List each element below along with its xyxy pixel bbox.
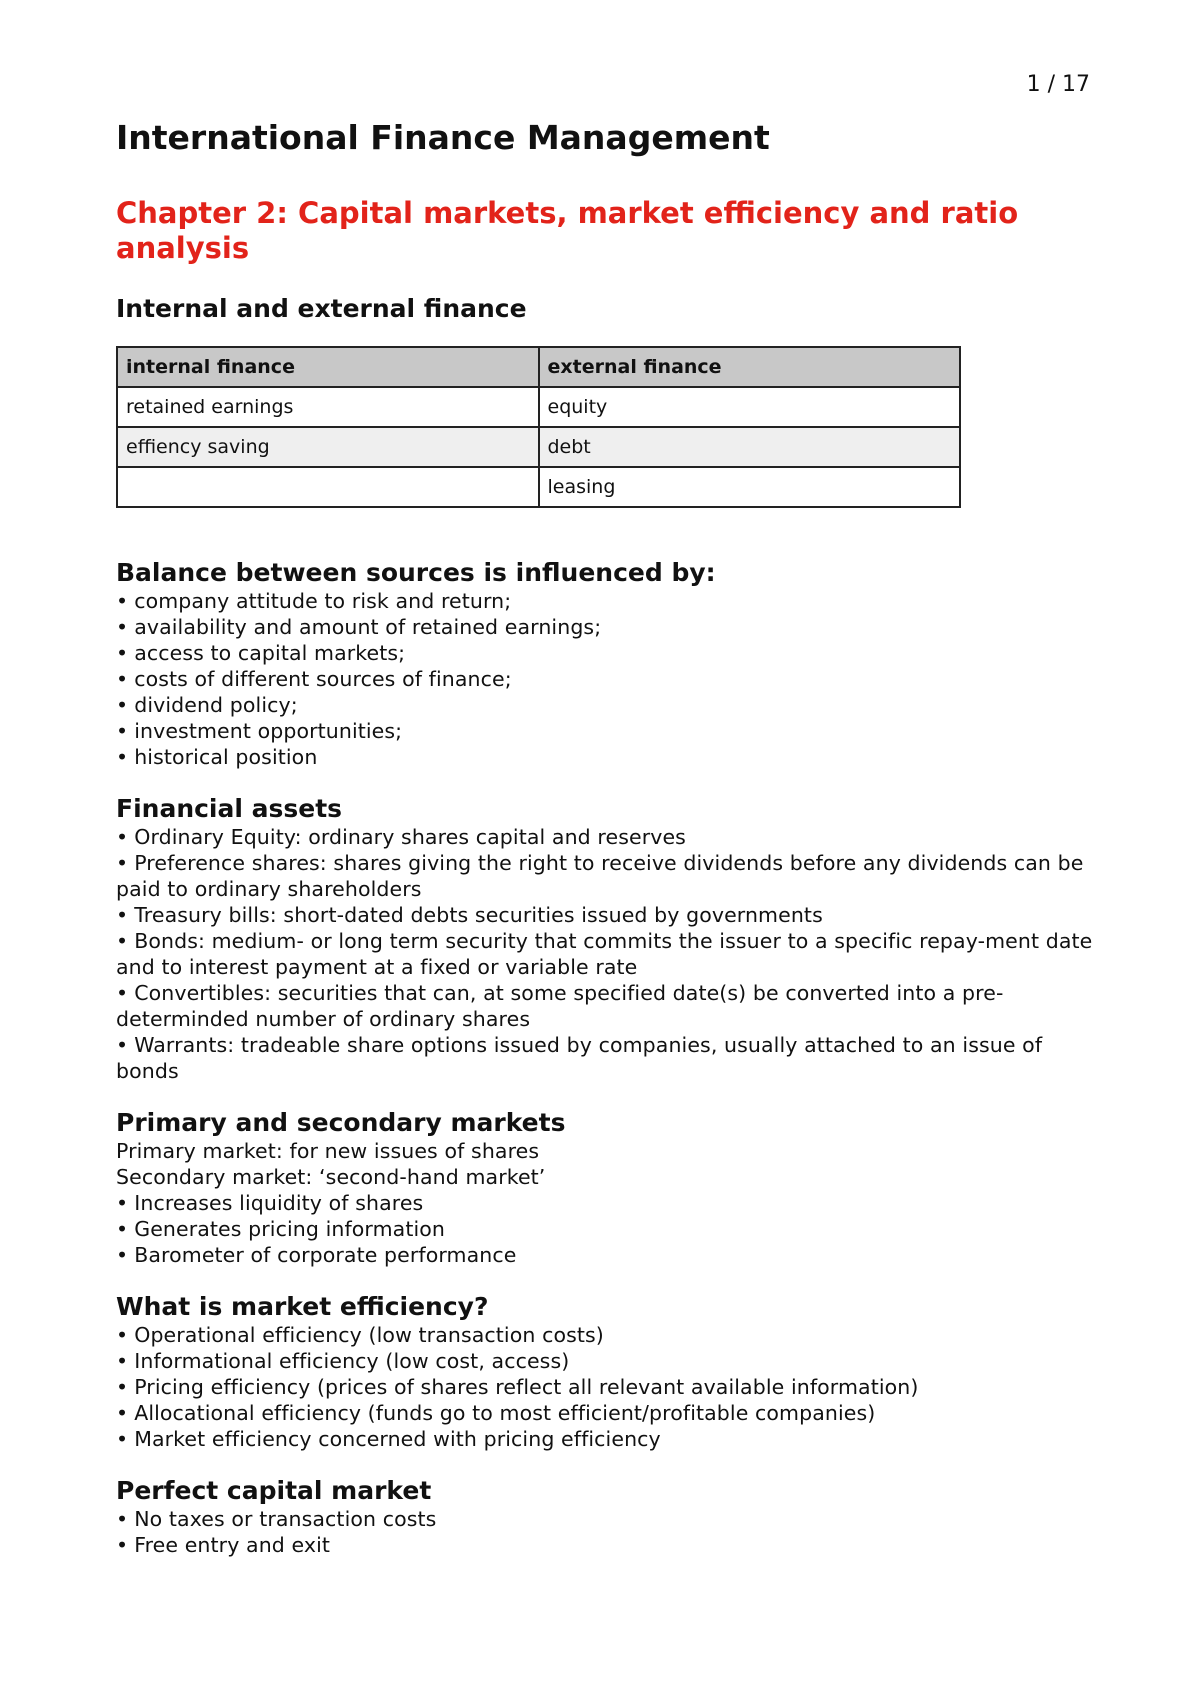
bullet-icon: • <box>116 903 129 927</box>
table-cell: retained earnings <box>117 387 539 427</box>
list-item <box>116 1374 1096 1400</box>
list-item <box>116 1242 1096 1268</box>
list-item <box>116 1532 1096 1558</box>
bullet-icon: • <box>116 1375 129 1399</box>
section-markets <box>116 1108 1096 1268</box>
list-item-text: Bonds: medium- or long term security that commits the issuer to a specific repay-ment date and to interest payment at a fixed or variable rate <box>116 929 1093 979</box>
list-item <box>116 666 1096 692</box>
list-item <box>116 1400 1096 1426</box>
bullet-icon: • <box>116 1533 129 1557</box>
markets-list <box>116 1190 1096 1268</box>
bullet-icon: • <box>116 1243 129 1267</box>
bullet-icon: • <box>116 667 129 691</box>
list-item-text: Free entry and exit <box>134 1533 331 1557</box>
list-item-text: availability and amount of retained earnings; <box>134 615 602 639</box>
table-cell: equity <box>539 387 961 427</box>
list-item <box>116 902 1096 928</box>
bullet-icon: • <box>116 1507 129 1531</box>
bullet-icon: • <box>116 851 129 875</box>
list-item-text: Operational efficiency (low transaction costs) <box>134 1323 604 1347</box>
section-heading-internal-external: Internal and external finance <box>116 294 527 323</box>
list-item-text: Treasury bills: short-dated debts securities issued by governments <box>134 903 823 927</box>
primary-market-line: Primary market: for new issues of shares <box>116 1139 540 1163</box>
list-item <box>116 1190 1096 1216</box>
bullet-icon: • <box>116 1191 129 1215</box>
bullet-icon: • <box>116 745 129 769</box>
list-item <box>116 980 1096 1032</box>
list-item-text: Barometer of corporate performance <box>134 1243 517 1267</box>
list-item-text: company attitude to risk and return; <box>134 589 512 613</box>
balance-list <box>116 588 1096 770</box>
list-item <box>116 850 1096 902</box>
list-item <box>116 1216 1096 1242</box>
list-item <box>116 1322 1096 1348</box>
list-item-text: Convertibles: securities that can, at some specified date(s) be converted into a pre-determinded number of ordinary shares <box>116 981 1004 1031</box>
list-item-text: Informational efficiency (low cost, access) <box>134 1349 570 1373</box>
bullet-icon: • <box>116 981 129 1005</box>
bullet-icon: • <box>116 641 129 665</box>
section-financial-assets <box>116 794 1096 1084</box>
section-heading-efficiency: What is market efficiency? <box>116 1292 489 1321</box>
list-item <box>116 1506 1096 1532</box>
bullet-icon: • <box>116 1427 129 1451</box>
list-item <box>116 928 1096 980</box>
table-cell: effiency saving <box>117 427 539 467</box>
list-item-text: Allocational efficiency (funds go to most efficient/profitable companies) <box>134 1401 876 1425</box>
bullet-icon: • <box>116 1217 129 1241</box>
secondary-market-line: Secondary market: ‘second-hand market’ <box>116 1165 546 1189</box>
bullet-icon: • <box>116 589 129 613</box>
section-heading-balance: Balance between sources is influenced by: <box>116 558 716 587</box>
document-content <box>116 118 1096 1558</box>
bullet-icon: • <box>116 1033 129 1057</box>
list-item <box>116 1426 1096 1452</box>
financial-assets-list <box>116 824 1096 1084</box>
bullet-icon: • <box>116 1349 129 1373</box>
table-cell: debt <box>539 427 961 467</box>
table-header-cell: internal finance <box>117 347 539 387</box>
chapter-heading: Chapter 2: Capital markets, market efficiency and ratio analysis <box>116 196 1019 265</box>
list-item-text: Market efficiency concerned with pricing efficiency <box>134 1427 661 1451</box>
table-row <box>117 387 960 427</box>
page-number: 1 / 17 <box>1026 72 1090 97</box>
bullet-icon: • <box>116 719 129 743</box>
list-item-text: Generates pricing information <box>134 1217 445 1241</box>
bullet-icon: • <box>116 1323 129 1347</box>
finance-table <box>116 346 961 508</box>
section-perfect-market <box>116 1476 1096 1558</box>
list-item <box>116 640 1096 666</box>
section-heading-markets: Primary and secondary markets <box>116 1108 566 1137</box>
list-item-text: Pricing efficiency (prices of shares reflect all relevant available information) <box>134 1375 919 1399</box>
list-item-text: No taxes or transaction costs <box>134 1507 437 1531</box>
document-title: International Finance Management <box>116 118 770 157</box>
list-item <box>116 744 1096 770</box>
list-item-text: dividend policy; <box>134 693 298 717</box>
list-item-text: investment opportunities; <box>134 719 403 743</box>
list-item <box>116 718 1096 744</box>
bullet-icon: • <box>116 693 129 717</box>
table-cell <box>117 467 539 507</box>
table-header-cell: external finance <box>539 347 961 387</box>
table-row <box>117 467 960 507</box>
list-item-text: costs of different sources of finance; <box>134 667 512 691</box>
list-item <box>116 692 1096 718</box>
section-efficiency <box>116 1292 1096 1452</box>
list-item-text: Increases liquidity of shares <box>134 1191 424 1215</box>
bullet-icon: • <box>116 615 129 639</box>
bullet-icon: • <box>116 1401 129 1425</box>
list-item-text: Warrants: tradeable share options issued by companies, usually attached to an issue of bonds <box>116 1033 1043 1083</box>
perfect-market-list <box>116 1506 1096 1558</box>
table-header-row <box>117 347 960 387</box>
list-item <box>116 1032 1096 1084</box>
list-item <box>116 1348 1096 1374</box>
list-item <box>116 588 1096 614</box>
list-item <box>116 824 1096 850</box>
table-cell: leasing <box>539 467 961 507</box>
efficiency-list <box>116 1322 1096 1452</box>
section-heading-perfect-market: Perfect capital market <box>116 1476 432 1505</box>
bullet-icon: • <box>116 929 129 953</box>
list-item-text: Preference shares: shares giving the right to receive dividends before any dividends can be paid to ordinary shareholders <box>116 851 1084 901</box>
list-item <box>116 614 1096 640</box>
list-item-text: access to capital markets; <box>134 641 406 665</box>
bullet-icon: • <box>116 825 129 849</box>
table-row <box>117 427 960 467</box>
list-item-text: historical position <box>134 745 318 769</box>
section-balance <box>116 558 1096 770</box>
list-item-text: Ordinary Equity: ordinary shares capital and reserves <box>134 825 686 849</box>
section-heading-financial-assets: Financial assets <box>116 794 343 823</box>
